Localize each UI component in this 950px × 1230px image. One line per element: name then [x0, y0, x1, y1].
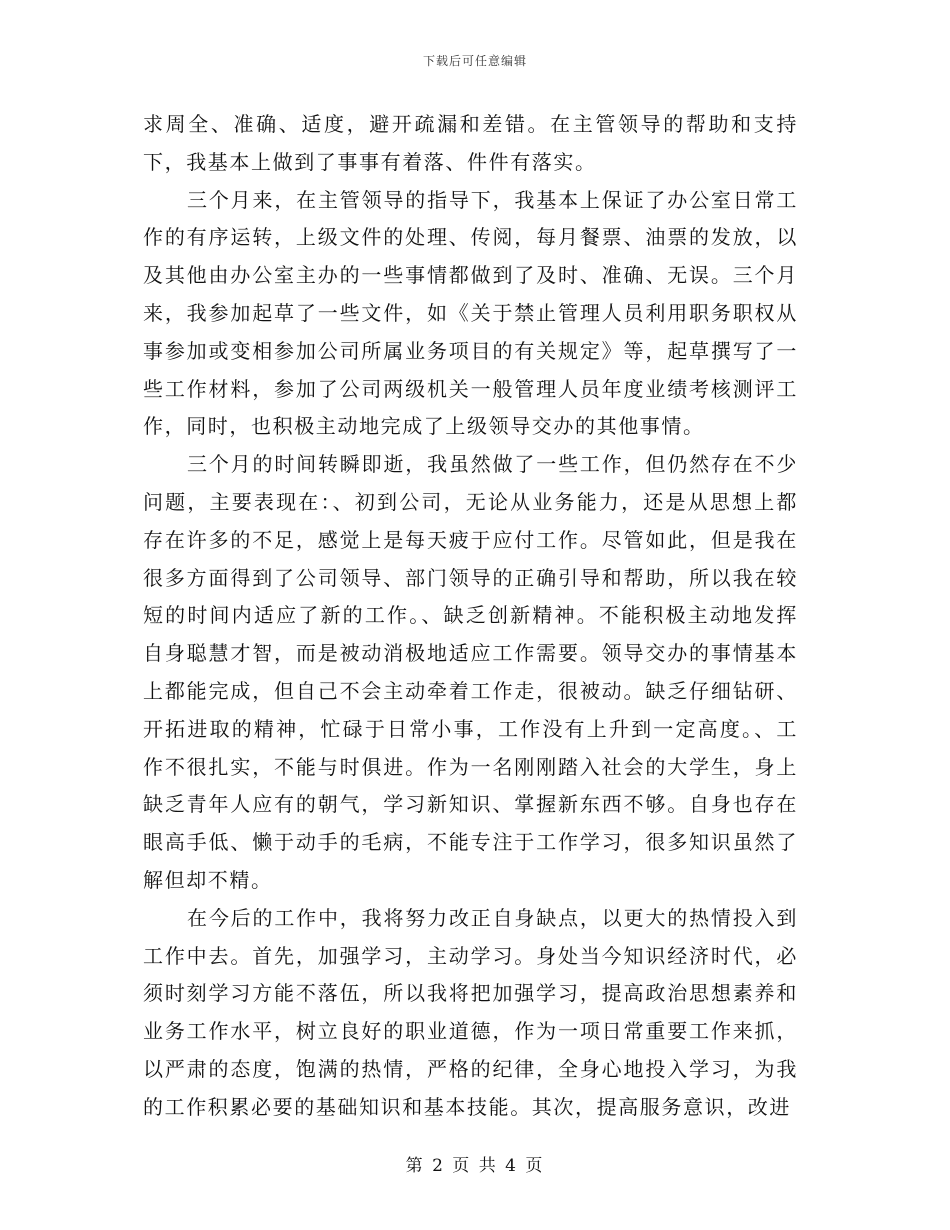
paragraph-future-plans: 在今后的工作中，我将努力改正自身缺点，以更大的热情投入到工作中去。首先，加强学习，主动学习。身处当今知识经济时代，必须时刻学习方能不落伍，所以我将把加强学习，提高政治思想素养和业务工作水平，树立良好的职业道德，作为一项日常重要工作来抓，以严肃的态度，饱满的热情，严格的纪律，全身心地投入学习，为我的工作积累必要的基础知识和基本技能。其次，提高服务意识，改进 — [143, 905, 798, 1119]
document-body — [143, 106, 798, 1127]
paragraph-problems: 三个月的时间转瞬即逝，我虽然做了一些工作，但仍然存在不少问题，主要表现在：、初到公司，无论从业务能力，还是从思想上都存在许多的不足，感觉上是每天疲于应付工作。尽管如此，但是我在很多方面得到了公司领导、部门领导的正确引导和帮助，所以我在较短的时间内适应了新的工作。、缺乏创新精神。不能积极主动地发挥自身聪慧才智，而是被动消极地适应工作需要。领导交办的事情基本上都能完成，但自己不会主动牵着工作走，很被动。缺乏仔细钻研、开拓进取的精神，忙碌于日常小事，工作没有上升到一定高度。、工作不很扎实，不能与时俱进。作为一名刚刚踏入社会的大学生，身上缺乏青年人应有的朝气，学习新知识、掌握新东西不够。自身也存在眼高手低、懒于动手的毛病，不能专注于工作学习，很多知识虽然了解但却不精。 — [143, 452, 798, 892]
page-header: 下载后可任意编辑 — [422, 54, 527, 68]
paragraph-continuation: 求周全、准确、适度，避开疏漏和差错。在主管领导的帮助和支持下，我基本上做到了事事有着落、件件有落实。 — [143, 112, 798, 174]
page-number-footer: 第 2 页 共 4 页 — [405, 1156, 545, 1176]
paragraph-work-summary: 三个月来，在主管领导的指导下，我基本上保证了办公室日常工作的有序运转，上级文件的处理、传阅，每月餐票、油票的发放，以及其他由办公室主办的一些事情都做到了及时、准确、无误。三个月来，我参加起草了一些文件，如《关于禁止管理人员利用职务职权从事参加或变相参加公司所属业务项目的有关规定》等，起草撰写了一些工作材料，参加了公司两级机关一般管理人员年度业绩考核测评工作，同时，也积极主动地完成了上级领导交办的其他事情。 — [143, 187, 798, 439]
